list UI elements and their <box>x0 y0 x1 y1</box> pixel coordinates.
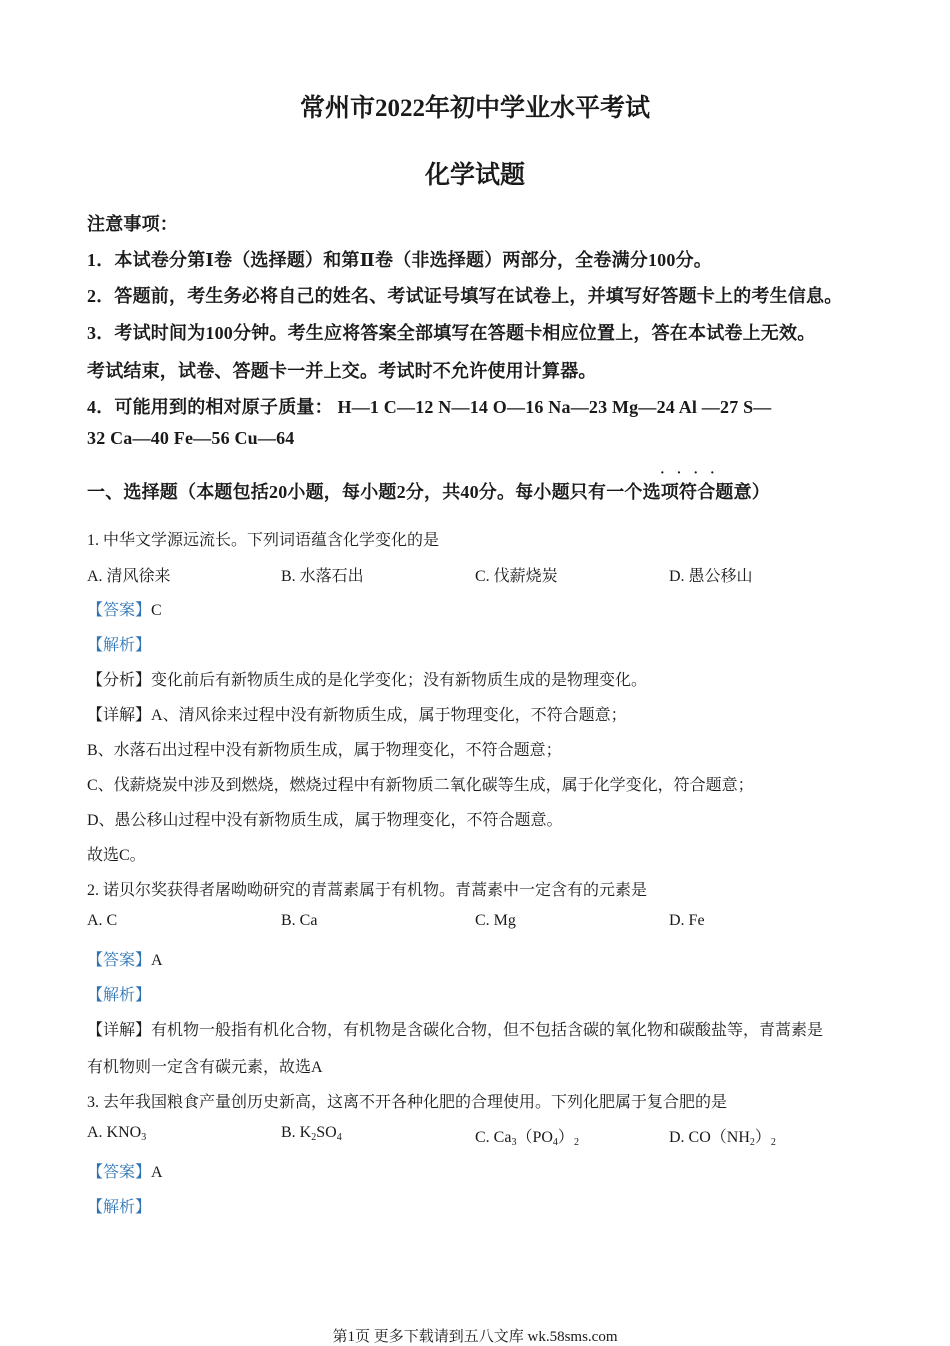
detail-line: B、水落石出过程中没有新物质生成，属于物理变化，不符合题意； <box>87 742 562 759</box>
analysis-line <box>87 667 647 690</box>
notice-line: 2．答题前，考生务必将自己的姓名、考试证号填写在试卷上，并填写好答题卡上的考生信息。 <box>87 286 843 306</box>
emphasis-dots: ···· <box>660 466 727 481</box>
answer-line <box>87 1159 163 1182</box>
analysis-tag: 【分析】 <box>87 672 152 689</box>
notice-line: 32 Ca—40 Fe—56 Cu—64 <box>87 428 295 448</box>
detail-tag: 【详解】 <box>87 707 152 724</box>
option-b: B. $K_2SO_4$ <box>281 1124 342 1143</box>
answer-line <box>87 947 163 970</box>
option-d: D. $CO(NH_2)_2$ <box>669 1129 776 1148</box>
answer-value: A <box>151 1164 163 1181</box>
detail-text: 有机物一般指有机化合物，有机物是含碳化合物，但不包括含碳的氧化物和碳酸盐等，青蒿素是 <box>151 1022 824 1039</box>
explanation-tag: 【解析】 <box>87 637 152 654</box>
answer-line <box>87 597 162 620</box>
answer-tag: 【答案】 <box>87 952 152 969</box>
notice-line: 考试结束，试卷、答题卡一并上交。考试时不允许使用计算器。 <box>87 361 597 381</box>
answer-value: A <box>151 952 163 969</box>
option-b: B. 水落石出 <box>281 568 364 585</box>
question-stem: 3. 去年我国粮食产量创历史新高，这离不开各种化肥的合理使用。下列化肥属于复合肥的是 <box>87 1094 728 1111</box>
answer-tag: 【答案】 <box>87 602 152 619</box>
detail-line: D、愚公移山过程中没有新物质生成，属于物理变化，不符合题意。 <box>87 812 563 829</box>
option-c: C. 伐薪烧炭 <box>475 568 558 585</box>
detail-tag: 【详解】 <box>87 1022 152 1039</box>
notice-line: 3．考试时间为100分钟。考生应将答案全部填写在答题卡相应位置上，答在本试卷上无效。 <box>87 323 816 343</box>
question-stem: 1. 中华文学源远流长。下列词语蕴含化学变化的是 <box>87 532 440 549</box>
option-a: A. 清风徐来 <box>87 568 171 585</box>
page-subtitle: 化学试题 <box>424 162 525 189</box>
notice-line: 1．本试卷分第Ⅰ卷（选择题）和第Ⅱ卷（非选择题）两部分，全卷满分100分。 <box>87 250 712 270</box>
page-title: 常州市2022年初中学业水平考试 <box>299 95 650 122</box>
option-d: D. Fe <box>669 912 705 929</box>
answer-tag: 【答案】 <box>87 1164 152 1181</box>
explanation-tag: 【解析】 <box>87 1199 152 1216</box>
detail-line <box>87 702 627 725</box>
option-a: A. $KNO_3$ <box>87 1124 147 1143</box>
explanation-tag: 【解析】 <box>87 987 152 1004</box>
notice-heading: 注意事项： <box>87 214 178 234</box>
detail-line: 故选C。 <box>87 847 146 864</box>
detail-line: 有机物则一定含有碳元素，故选A <box>87 1059 323 1076</box>
answer-value: C <box>151 602 162 619</box>
option-b: B. Ca <box>281 912 318 929</box>
detail-line: C、伐薪烧炭中涉及到燃烧，燃烧过程中有新物质二氧化碳等生成，属于化学变化，符合题意； <box>87 777 754 794</box>
detail-line <box>87 1017 823 1040</box>
option-d: D. 愚公移山 <box>669 568 753 585</box>
question-stem: 2. 诺贝尔奖获得者屠呦呦研究的青蒿素属于有机物。青蒿素中一定含有的元素是 <box>87 882 648 899</box>
analysis-text: 变化前后有新物质生成的是化学变化；没有新物质生成的是物理变化。 <box>151 672 648 689</box>
notice-line: 4．可能用到的相对原子质量： H—1 C—12 N—14 O—16 Na—23 Mg—24 Al —27 S— <box>87 397 772 417</box>
option-a: A. C <box>87 912 118 929</box>
option-c: C. Mg <box>475 912 516 929</box>
section-heading: 一、选择题（本题包括20小题，每小题2分，共40分。每小题只有一个选项符合题意） <box>87 482 770 502</box>
option-c: C. $Ca_3(PO_4)_2$ <box>475 1129 579 1148</box>
page-footer: 第1页 更多下载请到五八文库 wk.58sms.com <box>332 1329 618 1345</box>
detail-text: A、清风徐来过程中没有新物质生成，属于物理变化，不符合题意； <box>151 707 627 724</box>
